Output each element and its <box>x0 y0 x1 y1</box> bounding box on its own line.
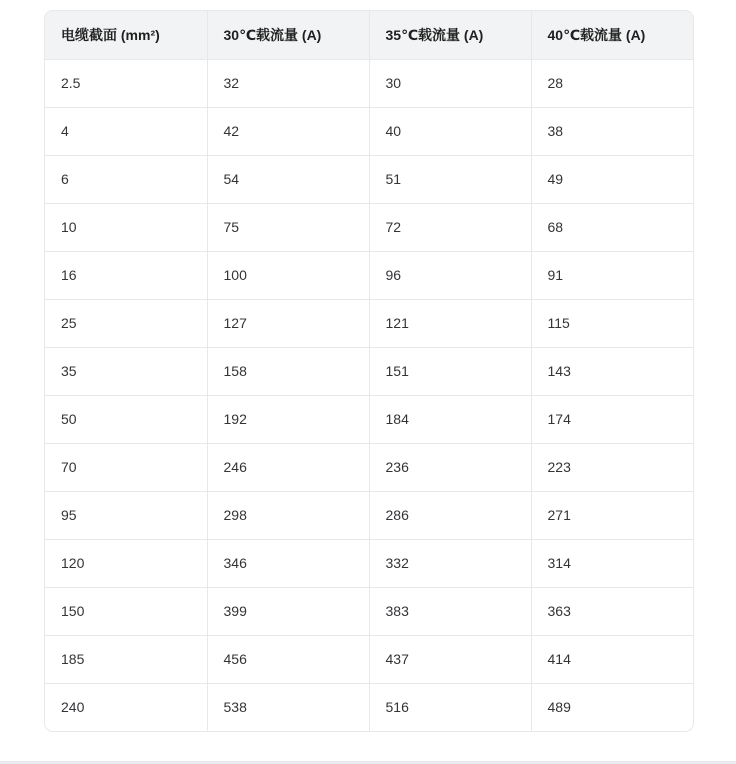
table-cell: 174 <box>531 395 693 443</box>
table-cell: 236 <box>369 443 531 491</box>
column-header: 电缆截面 (mm²) <box>45 11 207 59</box>
table-cell: 16 <box>45 251 207 299</box>
table-cell: 115 <box>531 299 693 347</box>
table-row <box>45 395 693 443</box>
table-row <box>45 683 693 731</box>
table-cell: 223 <box>531 443 693 491</box>
table-cell: 51 <box>369 155 531 203</box>
table-row <box>45 587 693 635</box>
table-row <box>45 59 693 107</box>
table-cell: 50 <box>45 395 207 443</box>
table-cell: 246 <box>207 443 369 491</box>
table-cell: 516 <box>369 683 531 731</box>
table-row <box>45 443 693 491</box>
table-cell: 271 <box>531 491 693 539</box>
table-cell: 35 <box>45 347 207 395</box>
table-cell: 538 <box>207 683 369 731</box>
table-cell: 32 <box>207 59 369 107</box>
table-row <box>45 203 693 251</box>
table-cell: 143 <box>531 347 693 395</box>
table-cell: 6 <box>45 155 207 203</box>
table-row <box>45 491 693 539</box>
table-cell: 100 <box>207 251 369 299</box>
table-cell: 121 <box>369 299 531 347</box>
table-cell: 2.5 <box>45 59 207 107</box>
table-row <box>45 107 693 155</box>
table-cell: 184 <box>369 395 531 443</box>
table-cell: 96 <box>369 251 531 299</box>
table-cell: 346 <box>207 539 369 587</box>
column-header: 35℃载流量 (A) <box>369 11 531 59</box>
table-cell: 28 <box>531 59 693 107</box>
column-header: 30℃载流量 (A) <box>207 11 369 59</box>
table-cell: 185 <box>45 635 207 683</box>
table-cell: 68 <box>531 203 693 251</box>
table-cell: 91 <box>531 251 693 299</box>
column-header: 40℃载流量 (A) <box>531 11 693 59</box>
table-cell: 298 <box>207 491 369 539</box>
table-cell: 10 <box>45 203 207 251</box>
table-cell: 40 <box>369 107 531 155</box>
table-cell: 489 <box>547 699 571 716</box>
table-cell: 95 <box>45 491 207 539</box>
table-row <box>45 251 693 299</box>
table-cell: 70 <box>45 443 207 491</box>
table-row <box>45 347 693 395</box>
table-cell: 158 <box>207 347 369 395</box>
table-cell: 456 <box>207 635 369 683</box>
table-cell: 383 <box>369 587 531 635</box>
table-head <box>45 11 693 59</box>
table-cell: 38 <box>531 107 693 155</box>
table-cell: 192 <box>207 395 369 443</box>
table-cell: 437 <box>369 635 531 683</box>
table-cell: 120 <box>45 539 207 587</box>
table-cell: 75 <box>207 203 369 251</box>
table-cell: 399 <box>207 587 369 635</box>
table-cell: 72 <box>369 203 531 251</box>
table-cell: 414 <box>531 635 693 683</box>
table-cell: 151 <box>369 347 531 395</box>
table-cell: 363 <box>531 587 693 635</box>
table-cell: 332 <box>369 539 531 587</box>
table-row <box>45 155 693 203</box>
table-row <box>45 635 693 683</box>
table-cell: 54 <box>207 155 369 203</box>
table-body <box>45 59 693 731</box>
header-row <box>45 11 693 59</box>
cable-ampacity-table <box>45 11 693 731</box>
table-cell: 4 <box>45 107 207 155</box>
table-cell: 150 <box>45 587 207 635</box>
ampacity-table-card <box>44 10 694 732</box>
table-cell: 240 <box>45 683 207 731</box>
table-cell: 25 <box>45 299 207 347</box>
table-cell: 127 <box>207 299 369 347</box>
table-cell: 314 <box>531 539 693 587</box>
table-cell: 30 <box>369 59 531 107</box>
table-row <box>45 299 693 347</box>
table-row <box>45 539 693 587</box>
table-cell: 42 <box>207 107 369 155</box>
table-cell: 286 <box>369 491 531 539</box>
table-cell: 49 <box>531 155 693 203</box>
